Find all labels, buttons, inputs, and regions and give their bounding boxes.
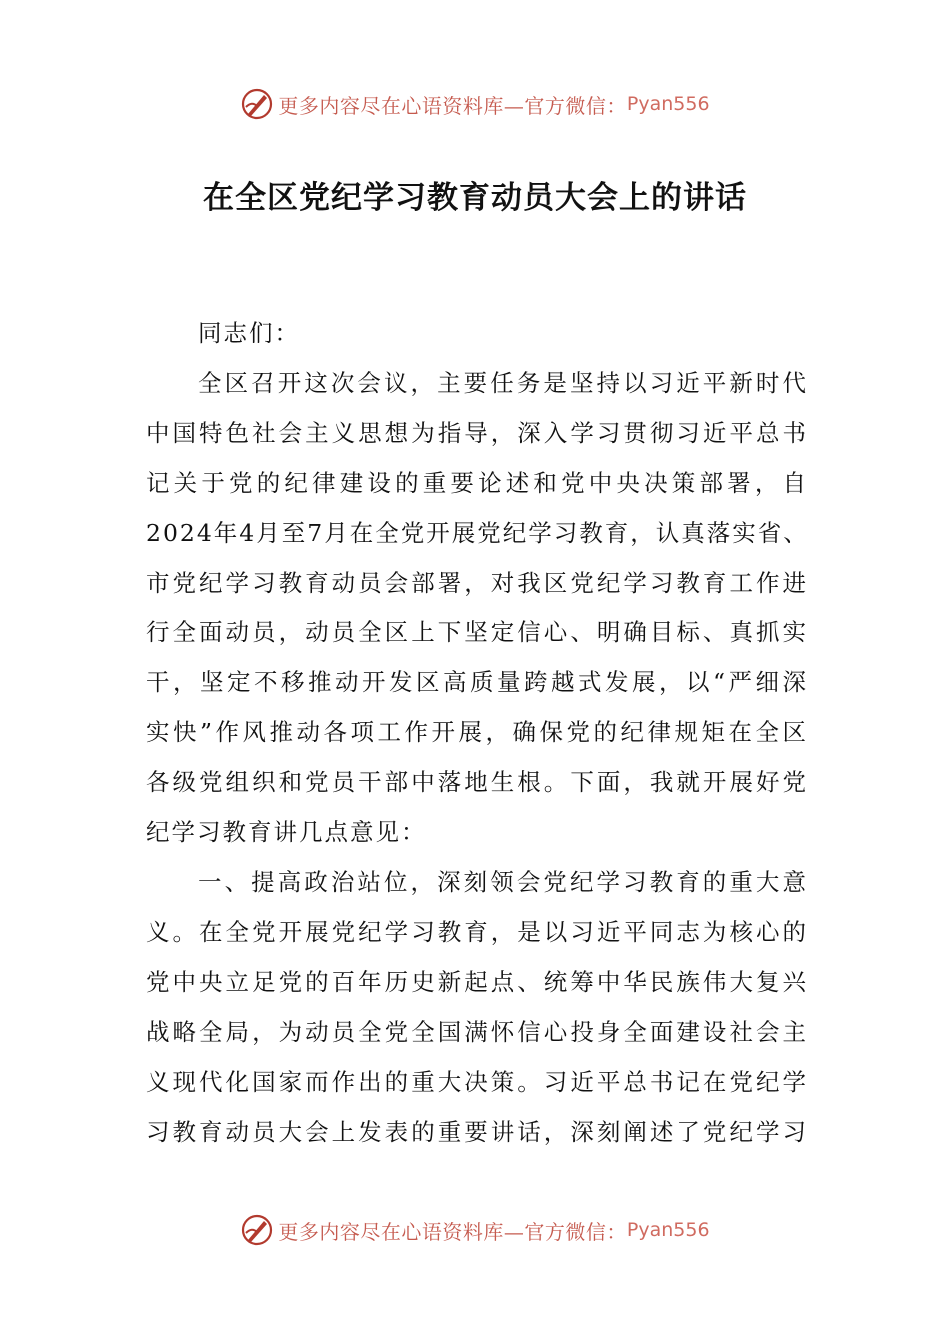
- watermark-footer: [0, 1210, 950, 1250]
- text-line: 党中央立足党的百年历史新起点、统筹中华民族伟大复兴: [146, 967, 808, 996]
- text-line: 2024年4月至7月在全党开展党纪学习教育，认真落实省、: [146, 518, 809, 547]
- text-line: 战略全局，为动员全党全国满怀信心投身全面建设社会主: [146, 1017, 808, 1046]
- pen-logo-icon: [240, 87, 274, 121]
- text-line: 干，坚定不移推动开发区高质量跨越式发展，以“严细深: [146, 668, 808, 697]
- text-line: 实快”作风推动各项工作开展，确保党的纪律规矩在全区: [146, 718, 808, 747]
- text-line: 记关于党的纪律建设的重要论述和党中央决策部署，自: [146, 468, 808, 497]
- text-line: 义现代化国家而作出的重大决策。习近平总书记在党纪学: [146, 1067, 808, 1096]
- text-line: 习教育动员大会上发表的重要讲话，深刻阐述了党纪学习: [146, 1117, 808, 1146]
- watermark-text: 更多内容尽在心语资料库—官方微信：: [278, 1219, 627, 1244]
- text-line: 全区召开这次会议，主要任务是坚持以习近平新时代: [198, 368, 808, 397]
- text-line: 中国特色社会主义思想为指导，深入学习贯彻习近平总书: [146, 418, 808, 447]
- salutation-line: 同志们：: [198, 319, 300, 347]
- text-line: 纪学习教育讲几点意见：: [146, 818, 427, 847]
- watermark-wechat-id: Pyan556: [626, 1219, 710, 1241]
- watermark-header: [0, 84, 950, 124]
- text-line: 义。在全党开展党纪学习教育，是以习近平同志为核心的: [146, 917, 808, 946]
- document-body: [146, 309, 808, 1157]
- document-title: 在全区党纪学习教育动员大会上的讲话: [203, 180, 747, 216]
- pen-logo-icon: [240, 1213, 274, 1247]
- watermark-wechat-id: Pyan556: [626, 93, 710, 115]
- text-line: 市党纪学习教育动员会部署，对我区党纪学习教育工作进: [146, 568, 808, 597]
- section-heading-line: 一、提高政治站位，深刻领会党纪学习教育的重大意: [198, 867, 808, 896]
- watermark-text: 更多内容尽在心语资料库—官方微信：: [278, 93, 627, 118]
- text-line: 行全面动员，动员全区上下坚定信心、明确目标、真抓实: [146, 618, 808, 647]
- text-line: 各级党组织和党员干部中落地生根。下面，我就开展好党: [146, 768, 808, 797]
